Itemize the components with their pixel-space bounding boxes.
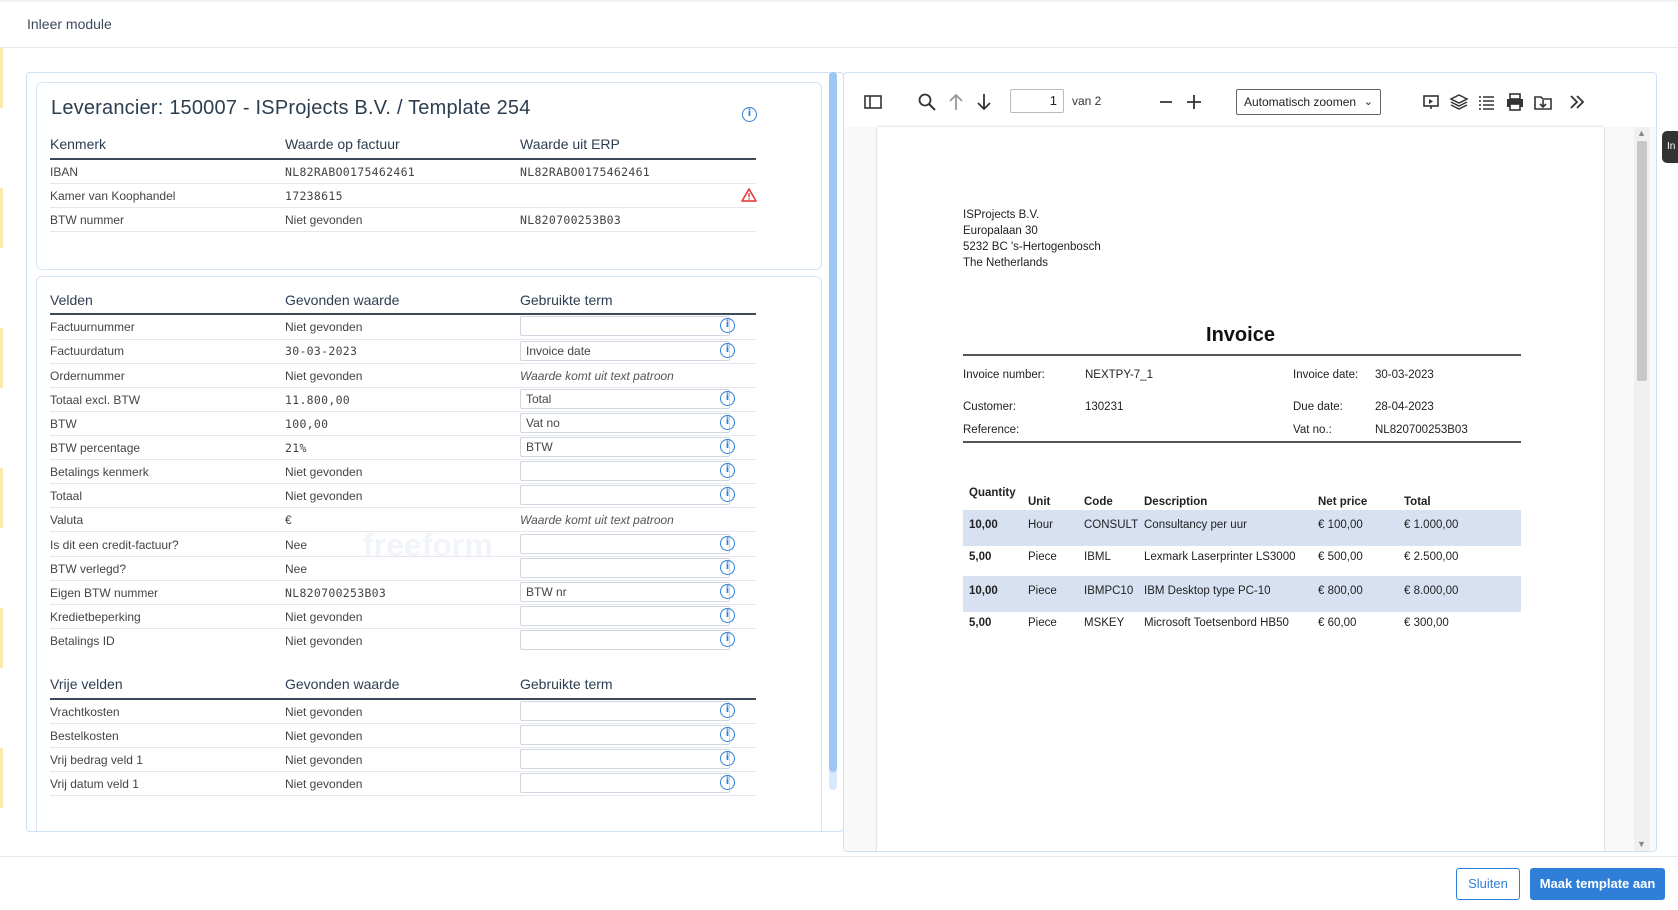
- field-label: Factuurnummer: [50, 320, 135, 334]
- scroll-down-icon[interactable]: ▼: [1637, 839, 1646, 849]
- background-app-strip: [0, 0, 1678, 2]
- info-icon[interactable]: i: [720, 608, 735, 623]
- field-found-value: Niet gevonden: [285, 489, 363, 503]
- row-divider: [50, 183, 756, 184]
- row-divider: [50, 628, 756, 629]
- meta-label: Vat no.:: [1293, 424, 1332, 436]
- info-icon[interactable]: i: [720, 703, 735, 718]
- row-divider: [50, 795, 756, 796]
- field-found-value: Niet gevonden: [285, 634, 363, 648]
- field-found-value: 11.800,00: [285, 393, 351, 407]
- col-header-used-term: Gebruikte term: [520, 676, 613, 692]
- free-field-value: Niet gevonden: [285, 777, 363, 791]
- term-input[interactable]: [520, 701, 730, 721]
- field-label: Kredietbeperking: [50, 610, 141, 624]
- meta-value: 28-04-2023: [1375, 401, 1434, 413]
- meta-value: 130231: [1085, 401, 1124, 413]
- row-divider: [50, 747, 756, 748]
- supplier-row-invoice: Niet gevonden: [285, 213, 363, 227]
- col-header-invoice-value: Waarde op factuur: [285, 136, 400, 152]
- supplier-card: [36, 82, 822, 270]
- line-unit: Piece: [1028, 585, 1057, 597]
- term-input[interactable]: [520, 725, 730, 745]
- free-field-value: Niet gevonden: [285, 705, 363, 719]
- left-panel-scrollbar[interactable]: [829, 72, 837, 790]
- field-found-value: NL820700253B03: [285, 586, 387, 600]
- row-divider: [50, 723, 756, 724]
- line-price: € 60,00: [1318, 617, 1357, 629]
- line-price: € 100,00: [1318, 519, 1363, 531]
- term-input[interactable]: [520, 485, 730, 505]
- close-button[interactable]: Sluiten: [1456, 868, 1520, 900]
- row-divider: [50, 207, 756, 208]
- term-input[interactable]: [520, 773, 730, 793]
- supplier-row-label: Kamer van Koophandel: [50, 189, 176, 203]
- row-divider: [50, 507, 756, 508]
- meta-label: Reference:: [963, 424, 1020, 436]
- download-icon[interactable]: [1532, 91, 1554, 113]
- free-field-label: Bestelkosten: [50, 729, 119, 743]
- field-found-value: 21%: [285, 441, 307, 455]
- supplier-row-invoice: NL82RABO0175462461: [285, 165, 416, 179]
- free-field-label: Vrij bedrag veld 1: [50, 753, 143, 767]
- line-desc: Lexmark Laserprinter LS3000: [1144, 551, 1296, 563]
- presentation-icon[interactable]: [1420, 91, 1442, 113]
- field-label: BTW: [50, 417, 77, 431]
- table-header: Net price: [1318, 496, 1368, 508]
- row-divider: [50, 387, 756, 388]
- sender-line: Europalaan 30: [963, 225, 1038, 237]
- zoom-select-value: Automatisch zoomen: [1244, 95, 1357, 109]
- term-input[interactable]: [520, 606, 730, 626]
- table-header: Code: [1084, 496, 1113, 508]
- pdf-viewer: [843, 72, 1657, 852]
- free-field-value: Niet gevonden: [285, 729, 363, 743]
- supplier-row-label: IBAN: [50, 165, 79, 179]
- pdf-canvas-area: [844, 127, 1657, 852]
- info-icon[interactable]: i: [720, 391, 735, 406]
- info-icon[interactable]: i: [742, 107, 757, 122]
- layers-icon[interactable]: [1448, 91, 1470, 113]
- term-input[interactable]: [520, 437, 730, 457]
- info-icon[interactable]: i: [720, 343, 735, 358]
- side-tab[interactable]: In: [1662, 131, 1678, 163]
- info-icon[interactable]: i: [720, 318, 735, 333]
- supplier-row-erp: NL82RABO0175462461: [520, 165, 651, 179]
- line-total: € 8.000,00: [1404, 585, 1459, 597]
- field-label: Eigen BTW nummer: [50, 586, 159, 600]
- line-total: € 300,00: [1404, 617, 1449, 629]
- print-icon[interactable]: [1504, 91, 1526, 113]
- term-pattern-note: Waarde komt uit text patroon: [520, 513, 674, 527]
- term-input[interactable]: [520, 341, 730, 361]
- field-label: Betalings kenmerk: [50, 465, 149, 479]
- meta-value: NEXTPY-7_1: [1085, 369, 1153, 381]
- row-divider: [50, 771, 756, 772]
- header-divider: [50, 698, 756, 700]
- field-found-value: Nee: [285, 562, 308, 576]
- term-input[interactable]: [520, 413, 730, 433]
- supplier-row-invoice: 17238615: [285, 189, 343, 203]
- meta-label: Invoice number:: [963, 369, 1045, 381]
- sidebar-toggle-icon[interactable]: [862, 91, 884, 113]
- scrollbar-thumb[interactable]: [1637, 141, 1647, 381]
- row-divider: [50, 604, 756, 605]
- field-label: Factuurdatum: [50, 344, 125, 358]
- field-found-value: €: [285, 513, 292, 527]
- zoom-out-icon[interactable]: [1155, 91, 1177, 113]
- table-header: Description: [1144, 496, 1208, 508]
- term-input[interactable]: [520, 630, 730, 650]
- info-icon[interactable]: i: [720, 632, 735, 647]
- col-header-erp-value: Waarde uit ERP: [520, 136, 620, 152]
- info-icon[interactable]: i: [720, 463, 735, 478]
- search-icon[interactable]: [916, 91, 938, 113]
- meta-label: Invoice date:: [1293, 369, 1359, 381]
- row-divider: [50, 580, 756, 581]
- line-qty: 10,00: [969, 519, 998, 531]
- supplier-heading: Leverancier: 150007 - ISProjects B.V. / Template 254: [51, 97, 531, 119]
- field-found-value: Nee: [285, 538, 308, 552]
- line-code: IBMPC10: [1084, 585, 1134, 597]
- info-icon[interactable]: i: [720, 584, 735, 599]
- create-template-button[interactable]: Maak template aan: [1530, 868, 1665, 900]
- chevron-down-icon: ⌄: [1363, 96, 1373, 108]
- line-desc: Consultancy per uur: [1144, 519, 1247, 531]
- line-unit: Piece: [1028, 551, 1057, 563]
- field-label: Is dit een credit-factuur?: [50, 538, 179, 552]
- line-unit: Piece: [1028, 617, 1057, 629]
- meta-value: NL820700253B03: [1375, 424, 1468, 436]
- row-divider: [50, 231, 756, 232]
- field-label: BTW verlegd?: [50, 562, 127, 576]
- info-icon[interactable]: i: [720, 560, 735, 575]
- line-total: € 2.500,00: [1404, 551, 1459, 563]
- line-code: MSKEY: [1084, 617, 1125, 629]
- modal-footer: [0, 856, 1678, 910]
- field-label: Valuta: [50, 513, 84, 527]
- row-divider: [50, 363, 756, 364]
- line-qty: 10,00: [969, 585, 998, 597]
- zoom-in-icon[interactable]: [1183, 91, 1205, 113]
- page-count: van 2: [1072, 94, 1102, 108]
- sender-line: 5232 BC 's-Hertogenbosch: [963, 241, 1101, 253]
- line-code: IBML: [1084, 551, 1111, 563]
- line-price: € 800,00: [1318, 585, 1363, 597]
- free-field-label: Vrachtkosten: [50, 705, 120, 719]
- table-header: Quantity: [969, 487, 1016, 499]
- pdf-toolbar: [844, 73, 1657, 127]
- free-field-label: Vrij datum veld 1: [50, 777, 139, 791]
- modal-header: [0, 0, 1678, 48]
- meta-label: Customer:: [963, 401, 1017, 413]
- field-found-value: 100,00: [285, 417, 329, 431]
- line-unit: Hour: [1028, 519, 1053, 531]
- col-header-fields: Velden: [50, 292, 93, 308]
- field-found-value: Niet gevonden: [285, 610, 363, 624]
- field-label: BTW percentage: [50, 441, 141, 455]
- free-field-value: Niet gevonden: [285, 753, 363, 767]
- field-found-value: Niet gevonden: [285, 369, 363, 383]
- header-divider: [50, 313, 756, 315]
- outline-icon[interactable]: [1476, 91, 1498, 113]
- info-icon[interactable]: i: [720, 439, 735, 454]
- term-input[interactable]: [520, 316, 730, 336]
- field-label: Totaal: [50, 489, 83, 503]
- line-code: CONSULT: [1084, 519, 1139, 531]
- row-divider: [50, 339, 756, 340]
- term-input[interactable]: [520, 749, 730, 769]
- col-header-used-term: Gebruikte term: [520, 292, 613, 308]
- term-input[interactable]: [520, 389, 730, 409]
- field-label: Betalings ID: [50, 634, 115, 648]
- field-found-value: Niet gevonden: [285, 320, 363, 334]
- arrow-down-icon[interactable]: [973, 91, 995, 113]
- meta-value: 30-03-2023: [1375, 369, 1434, 381]
- page-number-input[interactable]: 1: [1010, 89, 1064, 113]
- row-divider: [50, 435, 756, 436]
- field-label: Totaal excl. BTW: [50, 393, 141, 407]
- sender-line: ISProjects B.V.: [963, 209, 1040, 221]
- left-panel: [26, 72, 844, 832]
- line-qty: 5,00: [969, 617, 992, 629]
- line-desc: IBM Desktop type PC-10: [1144, 585, 1271, 597]
- more-tools-icon[interactable]: [1566, 91, 1588, 113]
- term-input[interactable]: [520, 461, 730, 481]
- scroll-up-icon[interactable]: ▲: [1637, 128, 1646, 138]
- col-header-found-value: Gevonden waarde: [285, 292, 400, 308]
- term-pattern-note: Waarde komt uit text patroon: [520, 369, 674, 383]
- line-total: € 1.000,00: [1404, 519, 1459, 531]
- invoice-title: Invoice: [1206, 324, 1275, 346]
- warning-icon: [741, 188, 757, 202]
- invoice-divider: [963, 441, 1521, 443]
- row-divider: [50, 411, 756, 412]
- info-icon[interactable]: i: [720, 727, 735, 742]
- info-icon[interactable]: i: [720, 751, 735, 766]
- table-header: Unit: [1028, 496, 1051, 508]
- info-icon[interactable]: i: [720, 775, 735, 790]
- meta-label: Due date:: [1293, 401, 1343, 413]
- term-input[interactable]: [520, 534, 730, 554]
- term-input[interactable]: [520, 582, 730, 602]
- info-icon[interactable]: i: [720, 487, 735, 502]
- background-edge: [0, 48, 3, 868]
- col-header-found-value: Gevonden waarde: [285, 676, 400, 692]
- scrollbar-thumb[interactable]: [829, 72, 837, 772]
- field-found-value: 30-03-2023: [285, 344, 358, 358]
- info-icon[interactable]: i: [720, 415, 735, 430]
- sender-line: The Netherlands: [963, 257, 1049, 269]
- line-qty: 5,00: [969, 551, 992, 563]
- field-label: Ordernummer: [50, 369, 125, 383]
- arrow-up-icon[interactable]: [945, 91, 967, 113]
- modal-title: Inleer module: [27, 16, 112, 32]
- col-header-free-fields: Vrije velden: [50, 676, 123, 692]
- col-header-kenmerk: Kenmerk: [50, 136, 107, 152]
- table-header: Total: [1404, 496, 1431, 508]
- supplier-row-erp: NL820700253B03: [520, 213, 622, 227]
- zoom-select[interactable]: [1236, 89, 1381, 115]
- line-price: € 500,00: [1318, 551, 1363, 563]
- info-icon[interactable]: i: [720, 536, 735, 551]
- row-divider: [50, 459, 756, 460]
- field-found-value: Niet gevonden: [285, 465, 363, 479]
- invoice-divider: [963, 354, 1521, 356]
- supplier-row-label: BTW nummer: [50, 213, 125, 227]
- row-divider: [50, 483, 756, 484]
- header-divider: [50, 158, 756, 160]
- term-input[interactable]: [520, 558, 730, 578]
- line-desc: Microsoft Toetsenbord HB50: [1144, 617, 1289, 629]
- freeform-watermark: freeform: [363, 527, 493, 563]
- pdf-scrollbar[interactable]: [1634, 127, 1650, 852]
- pdf-page: [877, 127, 1604, 852]
